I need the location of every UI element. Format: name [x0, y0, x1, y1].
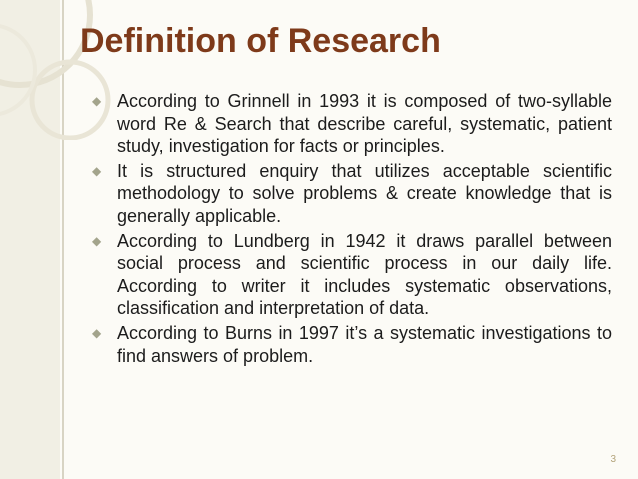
- slide-title: Definition of Research: [80, 22, 441, 60]
- page-number: 3: [610, 454, 616, 465]
- bullet-item: [92, 90, 612, 158]
- bullet-item: [92, 322, 612, 367]
- bullet-text: According to Lundberg in 1942 it draws parallel between social process and scientific process in our daily life. According to writer it includes systematic observations, classification and interpretation of data.: [117, 230, 612, 319]
- bullet-text: It is structured enquiry that utilizes acceptable scientific methodology to solve problems & create knowledge that is generally applicable.: [117, 160, 612, 226]
- diamond-bullet-icon: ◆: [92, 94, 102, 108]
- bullet-item: [92, 230, 612, 320]
- diamond-bullet-icon: ◆: [92, 325, 102, 340]
- bullet-text: According to Grinnell in 1993 it is composed of two-syllable word Re & Search that describe careful, systematic, patient study, investigation for facts or principles.: [117, 91, 612, 157]
- diamond-bullet-icon: ◆: [92, 163, 102, 178]
- bullet-text: According to Burns in 1997 it’s a systematic investigations to find answers of problem.: [117, 322, 612, 366]
- bullet-list: [92, 90, 612, 369]
- bullet-item: [92, 160, 612, 228]
- diamond-bullet-icon: ◆: [92, 233, 102, 248]
